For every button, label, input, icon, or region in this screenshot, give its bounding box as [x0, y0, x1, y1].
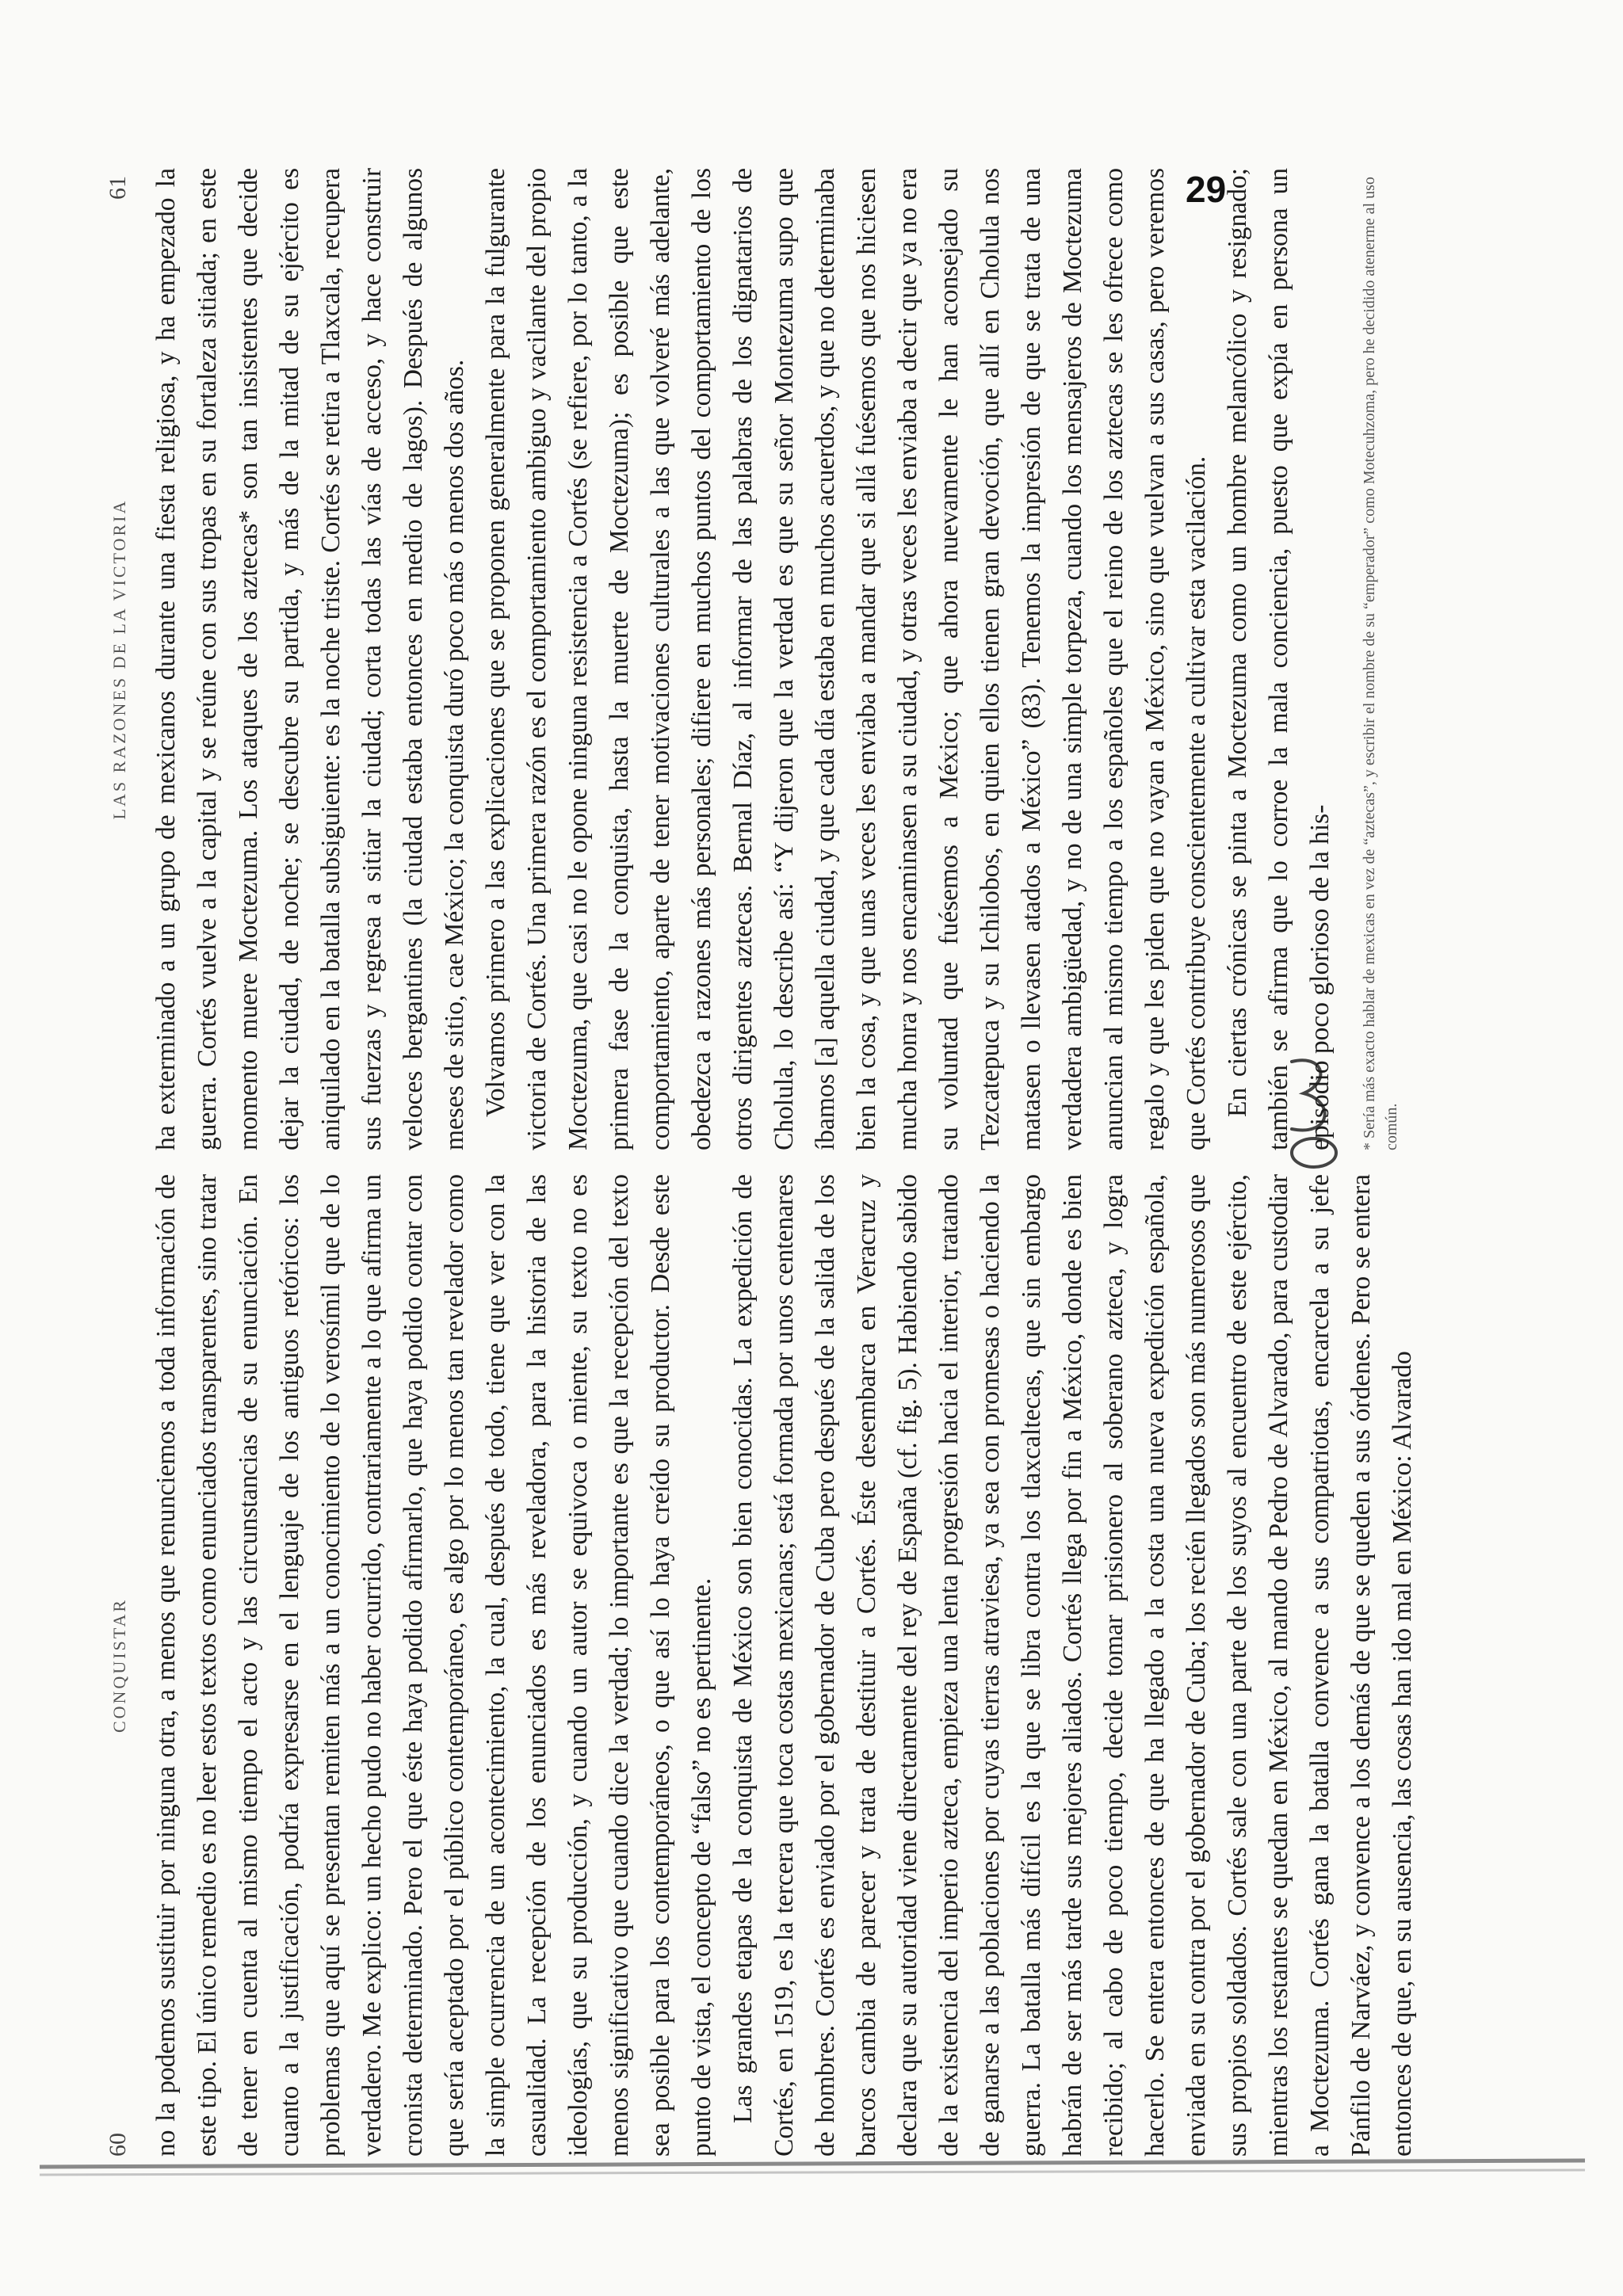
left-page-body — [146, 1174, 1423, 2157]
paragraph: no la podemos sustituir por ninguna otra, a menos que renunciemos a toda información de este tipo. El único remedio es no leer estos textos como enunciados transparentes, sino tratar de tener en cuenta al mismo tiempo el acto y las circunstancias de su enunciación. En cuanto a la justificación, podría expresarse en el lenguaje de los antiguos retóricos: los problemas que aquí se presentan remiten más a un conocimiento de lo verosímil que de lo verdadero. Me explico: un hecho pudo no haber ocurrido, contrariamente a lo que afirma un cronista determinado. Pero el que éste haya podido afirmarlo, que haya podido contar con que sería aceptado por el público contemporáneo, es algo por lo menos tan revelador como la simple ocurrencia de un acontecimiento, la cual, después de todo, tiene que ver con la casualidad. La recepción de los enunciados es más reveladora, para la historia de las ideologías, que su producción, y cuando un autor se equivoca o miente, su texto no es menos significativo que cuando dice la verdad; lo importante es que la recepción del texto sea posible para los contemporáneos, o que así lo haya creído su productor. Desde este punto de vista, el concepto de “falso” no es pertinente. — [151, 1174, 716, 2157]
left-running-head — [98, 1174, 146, 2157]
paragraph: Volvamos primero a las explicaciones que se proponen generalmente para la fulgurante victoria de Cortés. Una primera razón es el comportamiento ambiguo y vacilante del propio Moctezuma, que casi no le opone ninguna resistencia a Cortés (se refiere, por lo tanto, a la primera fase de la conquista, hasta la muerte de Moctezuma); es posible que este comportamiento, aparte de tener motivaciones culturales a las que volveré más adelante, obedezca a razones más personales; difiere en muchos puntos del comportamiento de los otros dirigentes aztecas. Bernal Díaz, al informar de las palabras de los dignatarios de Cholula, lo describe así: “Y dijeron que la verdad es que su señor Montezuma supo que íbamos [a] aquella ciudad, y que cada día estaba en muchos acuerdos, y que no determinaba bien la cosa, y que unas veces les enviaba a mandar que si allá fuésemos que nos hiciesen mucha honra y nos encaminasen a su ciudad, y otras veces les enviaba a decir que ya no era su voluntad que fuésemos a México; que ahora nuevamente le han aconsejado su Tezcatepuca y su Ichilobos, en quien ellos tienen gran devoción, que allí en Cholula nos matasen o llevasen atados a México” (83). Tenemos la impresión de que se trata de una verdadera ambigüedad, y no de una simple torpeza, cuando los mensajeros de Moctezuma anuncian al mismo tiempo a los españoles que el reino de los aztecas se les ofrece como regalo y que les piden que no vayan a México, sino que vuelvan a sus casas, pero veremos que Cortés contribuye conscientemente a cultivar esta vacilación. — [481, 168, 1211, 1150]
right-page-number: 61 — [105, 176, 131, 200]
left-page — [98, 1174, 1588, 2157]
paragraph: Las grandes etapas de la conquista de México son bien conocidas. La expedición de Cortés, en 1519, es la tercera que toca costas mexicanas; está formada por unos centenares de hombres. Cortés es enviado por el gobernador de Cuba pero después de la salida de los barcos cambia de parecer y trata de destituir a Cortés. Éste desembarca en Veracruz y declara que su autoridad viene directamente del rey de España (cf. fig. 5). Habiendo sabido de la existencia del imperio azteca, empieza una lenta progresión hacia el interior, tratando de ganarse a las poblaciones por cuyas tierras atraviesa, ya sea con promesas o haciendo la guerra. La batalla más difícil es la que se libra contra los tlaxcaltecas, que sin embargo habrán de ser más tarde sus mejores aliados. Cortés llega por fin a México, donde es bien recibido; al cabo de poco tiempo, decide tomar prisionero al soberano azteca, y logra hacerlo. Se entera entonces de que ha llegado a la costa una nueva expedición española, enviada en su contra por el gobernador de Cuba; los recién llegados son más numerosos que sus propios soldados. Cortés sale con una parte de los suyos al encuentro de este ejército, mientras los restantes se quedan en México, al mando de Pedro de Alvarado, para custodiar a Moctezuma. Cortés gana la batalla convence a sus compatriotas, encarcela a su jefe Pánfilo de Narváez, y convence a los demás de que se queden a sus órdenes. Pero se entera entonces de que, en su ausencia, las cosas han ido mal en México: Alvarado — [728, 1174, 1417, 2157]
paragraph: En ciertas crónicas se pinta a Moctezuma como un hombre melancólico y resignado; también se afirma que lo corroe la mala conciencia, puesto que expía en persona un episodio poco glorioso de la his- — [1223, 168, 1335, 1150]
left-page-number: 60 — [105, 2133, 131, 2157]
right-running-title: LAS RAZONES DE LA VICTORIA — [109, 498, 129, 820]
scan-page-number: 29 — [1186, 169, 1227, 210]
right-running-head — [98, 168, 146, 1150]
paragraph: ha exterminado a un grupo de mexicanos durante una fiesta religiosa, y ha empezado la guerra. Cortés vuelve a la capital y se reúne con sus tropas en su fortaleza sitiada; en este momento muere Moctezuma. Los ataques de los aztecas* son tan insistentes que decide dejar la ciudad, de noche; se descubre su partida, y más de la mitad de su ejército es aniquilado en la batalla subsiguiente: es la noche triste. Cortés se retira a Tlaxcala, recupera sus fuerzas y regresa a sitiar la ciudad; corta todas las vías de acceso, y hace construir veloces bergantines (la ciudad estaba entonces en medio de lagos). Después de algunos meses de sitio, cae México; la conquista duró poco más o menos dos años. — [151, 168, 469, 1150]
book-spread — [98, 144, 1588, 2157]
footnote: * Sería más exacto hablar de mexicas en vez de “aztecas”, y escribir el nombre de su “emperador” como Motecuhzoma, pero he decidido atenerme al uso común. — [1361, 177, 1400, 1150]
left-running-title: CONQUISTAR — [109, 1597, 129, 1733]
right-page-body — [146, 168, 1341, 1150]
right-page — [98, 168, 1588, 1150]
